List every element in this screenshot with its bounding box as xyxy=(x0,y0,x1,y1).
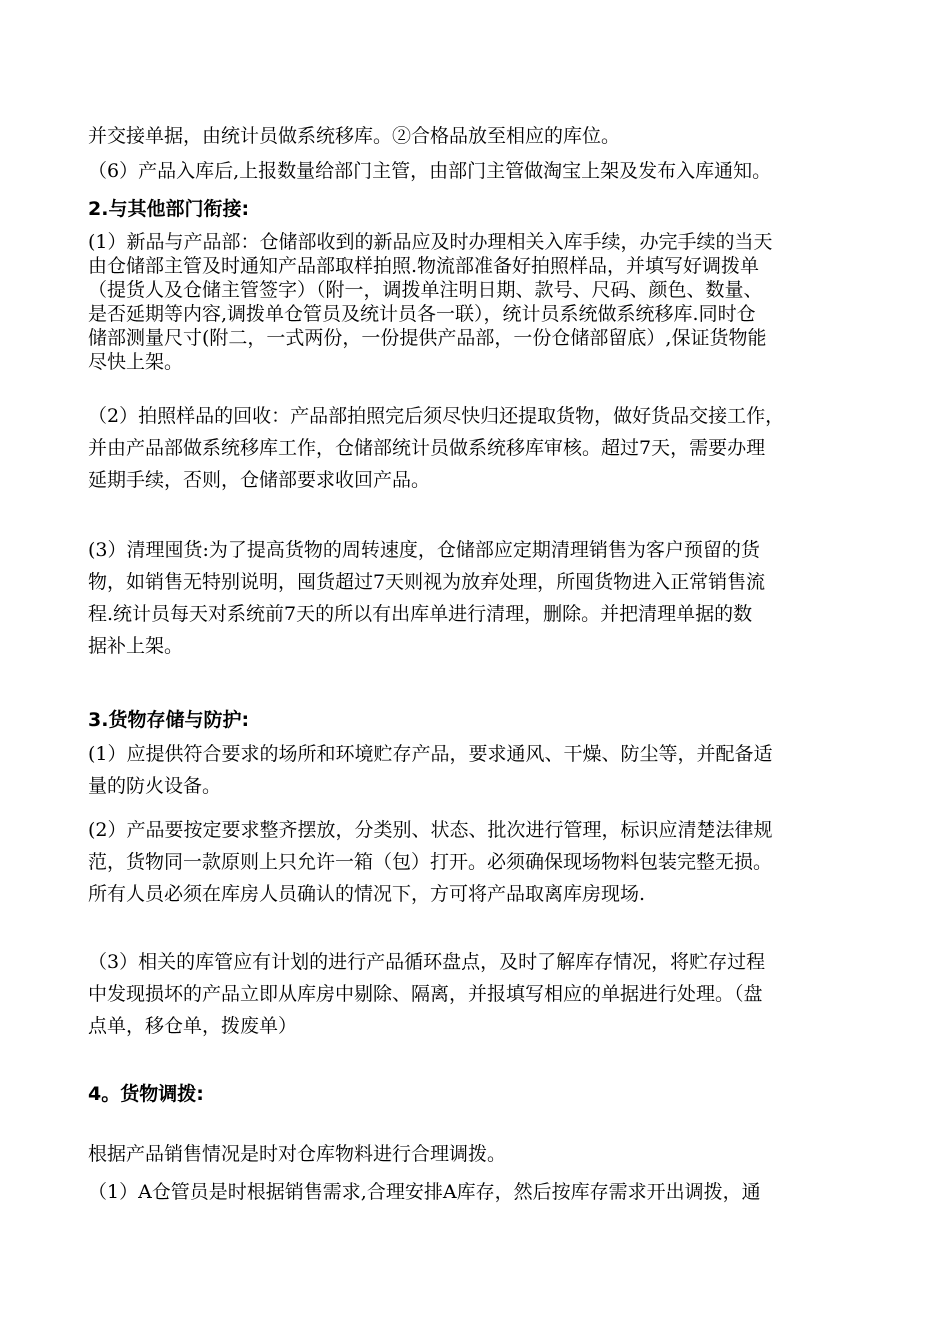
text-line: 储部测量尺寸(附二，一式两份，一份提供产品部，一份仓储部留底）,保证货物能 xyxy=(88,327,767,349)
text-line: 点单，移仓单，拨废单） xyxy=(88,1015,298,1037)
text-line: (1）应提供符合要求的场所和环境贮存产品，要求通风、干燥、防尘等，并配备适 xyxy=(88,743,773,765)
text-line: （提货人及仓储主管签字）（附一，调拨单注明日期、款号、尺码、颜色、数量、 xyxy=(88,279,763,301)
text-line: （3）相关的库管应有计划的进行产品循环盘点，及时了解库存情况，将贮存过程 xyxy=(88,951,766,973)
text-line: 是否延期等内容,调拨单仓管员及统计员各一联），统计员系统做系统移库.同时仓 xyxy=(88,303,756,325)
text-line: 程.统计员每天对系统前7天的所以有出库单进行清理，删除。并把清理单据的数 xyxy=(88,603,753,625)
text-line: （6）产品入库后,上报数量给部门主管，由部门主管做淘宝上架及发布入库通知。 xyxy=(88,160,772,182)
text-line: (3）清理囤货:为了提高货物的周转速度，仓储部应定期清理销售为客户预留的货 xyxy=(88,539,760,561)
text-line: 范，货物同一款原则上只允许一箱（包）打开。必须确保现场物料包装完整无损。 xyxy=(88,851,773,873)
heading-text: 2.与其他部门衔接: xyxy=(88,198,250,220)
text-line: (2）产品要按定要求整齐摆放，分类别、状态、批次进行管理，标识应清楚法律规 xyxy=(88,819,773,841)
section-2-heading xyxy=(88,193,888,225)
heading-text: 3.货物存储与防护: xyxy=(88,709,250,731)
text-line: 中发现损坏的产品立即从库房中剔除、隔离，并报填写相应的单据进行处理。（盘 xyxy=(88,983,763,1005)
section-4-intro xyxy=(88,1138,888,1170)
heading-text: 4。货物调拨: xyxy=(88,1083,204,1105)
text-line: 并交接单据，由统计员做系统移库。②合格品放至相应的库位。 xyxy=(88,125,621,147)
section-3-item-2 xyxy=(88,814,888,910)
section-3-item-3 xyxy=(88,946,888,1042)
text-line: (1）新品与产品部：仓储部收到的新品应及时办理相关入库手续，办完手续的当天 xyxy=(88,231,773,253)
text-line: 由仓储部主管及时通知产品部取样拍照.物流部准备好拍照样品，并填写好调拨单 xyxy=(88,255,760,277)
text-line: 据补上架。 xyxy=(88,635,184,657)
text-line: 物，如销售无特别说明，囤货超过7天则视为放弃处理，所囤货物进入正常销售流 xyxy=(88,571,766,593)
text-line: （1）A仓管员是时根据销售需求,合理安排A库存，然后按库存需求开出调拨，通 xyxy=(88,1181,761,1203)
section-2-item-3 xyxy=(88,534,888,662)
section-4-item-1 xyxy=(88,1176,888,1208)
text-line: 延期手续，否则，仓储部要求收回产品。 xyxy=(88,469,431,491)
text-line: 所有人员必须在库房人员确认的情况下，方可将产品取离库房现场. xyxy=(88,883,646,905)
section-3-item-1 xyxy=(88,738,888,802)
section-3-heading xyxy=(88,704,888,736)
text-line: 根据产品销售情况是时对仓库物料进行合理调拨。 xyxy=(88,1143,507,1165)
text-line: 量的防火设备。 xyxy=(88,775,222,797)
section-4-heading xyxy=(88,1078,888,1110)
text-line: （2）拍照样品的回收：产品部拍照完后须尽快归还提取货物，做好货品交接工作， xyxy=(88,405,785,427)
section-2-item-1 xyxy=(88,230,888,374)
text-line: 并由产品部做系统移库工作，仓储部统计员做系统移库审核。超过7天，需要办理 xyxy=(88,437,766,459)
text-line: 尽快上架。 xyxy=(88,351,184,373)
paragraph-intro-1 xyxy=(88,120,888,152)
paragraph-intro-2 xyxy=(88,155,888,187)
section-2-item-2 xyxy=(88,400,888,496)
